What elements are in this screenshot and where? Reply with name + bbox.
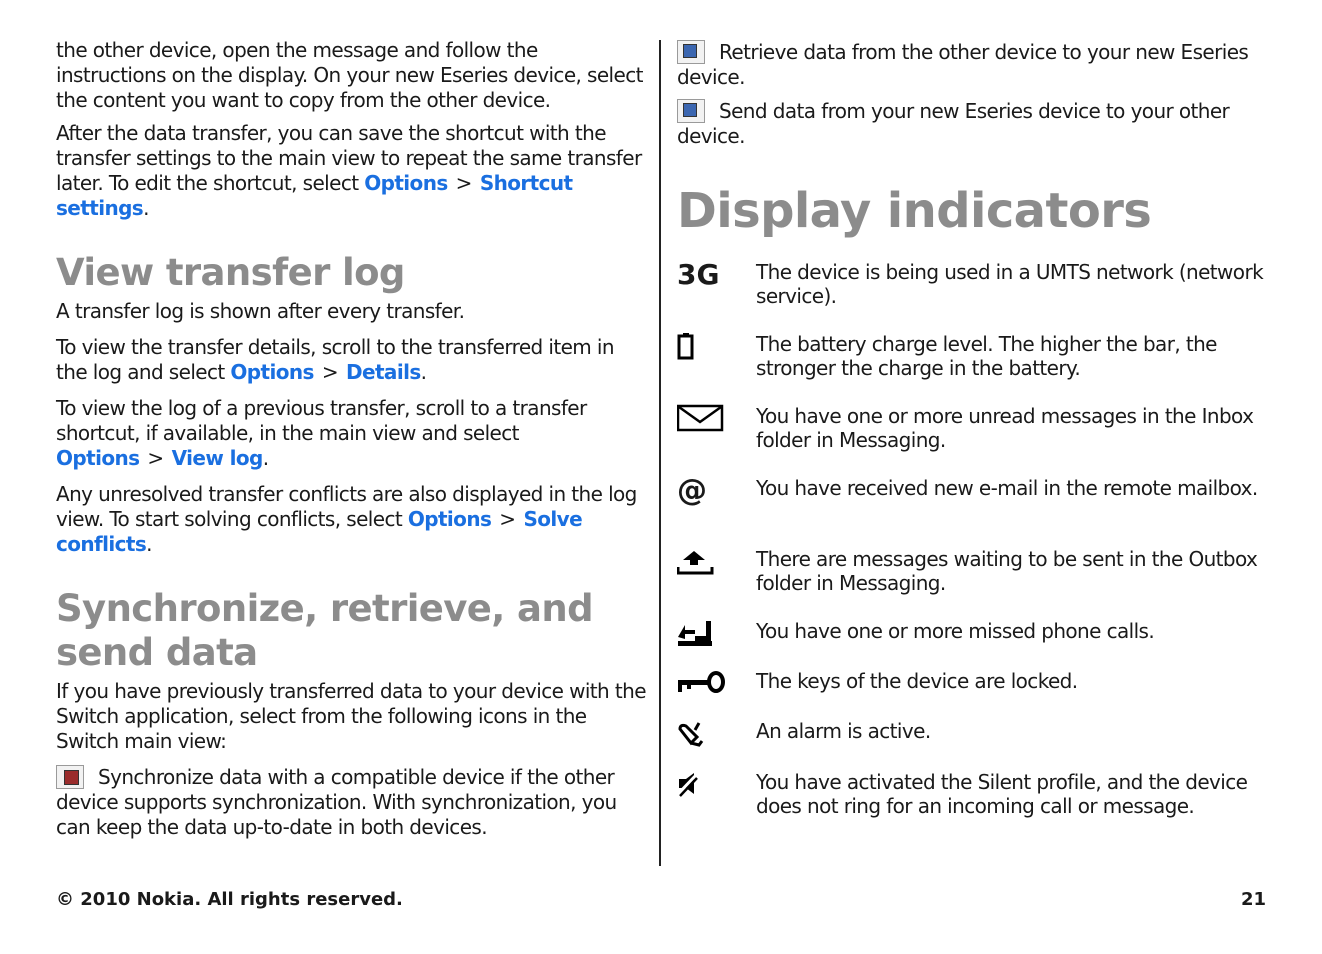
paragraph: the other device, open the message and follow the instructions on the display. On your new Eseries device, select the content you want to copy from the other device.	[56, 38, 643, 112]
retrieve-icon	[677, 40, 705, 64]
paragraph-conflicts: Any unresolved transfer conflicts are also displayed in the log view. To start solving conflicts, select Options > Solve conflicts.	[56, 482, 637, 556]
paragraph: A transfer log is shown after every transfer.	[56, 299, 465, 323]
paragraph-sync-icon: Synchronize data with a compatible device if the other device supports synchronization. With synchronization, you can keep the data up-to-date in both devices.	[56, 765, 617, 839]
battery-icon	[677, 332, 727, 362]
paragraph-retrieve-icon: Retrieve data from the other device to your new Eseries device.	[677, 40, 1249, 89]
column-divider	[659, 40, 661, 866]
paragraph-view-log: To view the log of a previous transfer, scroll to a transfer shortcut, if available, in the main view and select Options > View log.	[56, 396, 587, 470]
silent-icon	[677, 770, 727, 800]
page-number: 21	[1241, 889, 1267, 910]
paragraph-shortcut: After the data transfer, you can save the shortcut with the transfer settings to the main view to repeat the same transfer later. To edit the shortcut, select Options > Shortcut settings.	[56, 121, 642, 220]
options-link[interactable]: Options	[407, 507, 492, 531]
alarm-icon	[677, 719, 727, 749]
paragraph-details: To view the transfer details, scroll to the transferred item in the log and select Options > Details.	[56, 335, 614, 384]
at-icon: @	[677, 473, 707, 508]
heading-synchronize: Synchronize, retrieve, and send data	[56, 587, 594, 674]
copyright: © 2010 Nokia. All rights reserved.	[56, 889, 403, 910]
key-icon	[677, 669, 727, 699]
missed-call-icon	[677, 619, 727, 649]
paragraph-send-icon: Send data from your new Eseries device to your other device.	[677, 99, 1230, 148]
heading-view-transfer-log: View transfer log	[56, 251, 405, 294]
options-link[interactable]: Options	[364, 171, 448, 195]
heading-display-indicators: Display indicators	[677, 183, 1152, 239]
options-link[interactable]: Options	[56, 446, 140, 470]
send-icon	[677, 99, 705, 123]
left-column	[56, 38, 646, 840]
view-log-link[interactable]: View log	[171, 446, 263, 470]
details-link[interactable]: Details	[346, 360, 421, 384]
options-link[interactable]: Options	[230, 360, 314, 384]
envelope-icon	[677, 404, 727, 434]
3g-icon: 3G	[677, 258, 720, 291]
sync-icon	[56, 765, 84, 789]
right-column	[677, 38, 1267, 239]
solve-conflicts-link[interactable]: Solve conflicts	[56, 507, 583, 556]
outbox-icon	[677, 547, 727, 577]
shortcut-settings-link[interactable]: Shortcut settings	[56, 171, 573, 220]
paragraph: If you have previously transferred data to your device with the Switch application, select from the following icons in the Switch main view:	[56, 679, 646, 753]
